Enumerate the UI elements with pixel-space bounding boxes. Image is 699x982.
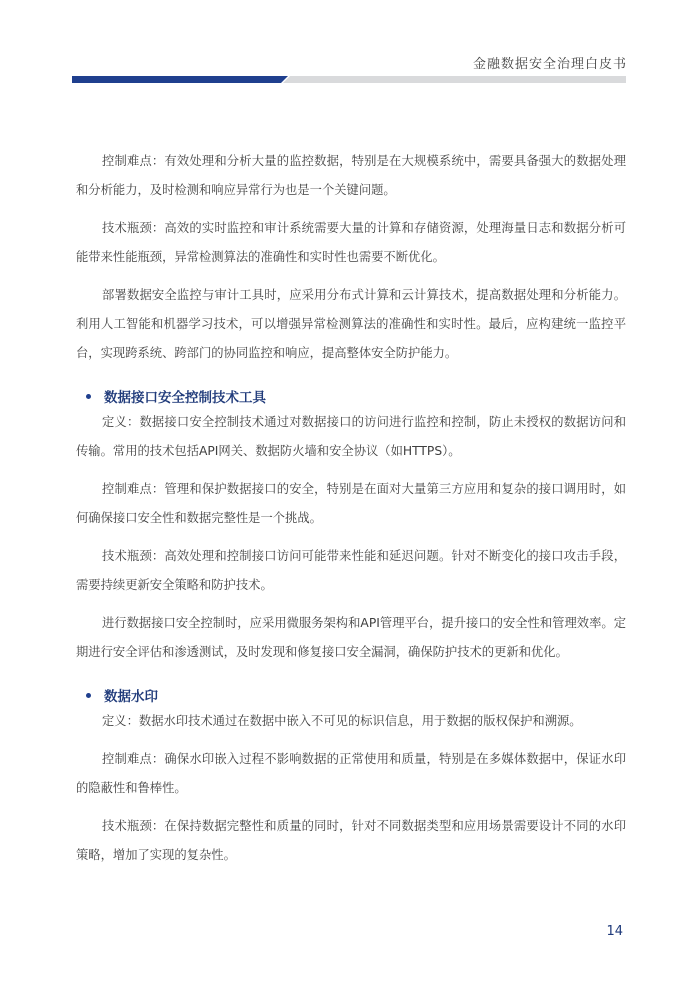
paragraph: 部署数据安全监控与审计工具时，应采用分布式计算和云计算技术，提高数据处理和分析能力。利用人工智能和机器学习技术，可以增强异常检测算法的准确性和实时性。最后，应构建统一监控平台，实现跨系统、跨部门的协同监控和响应，提高整体安全防护能力。 (76, 288, 626, 360)
paragraph: 控制难点：确保水印嵌入过程不影响数据的正常使用和质量，特别是在多媒体数据中，保证水印的隐蔽性和鲁棒性。 (76, 752, 626, 795)
paragraph: 技术瓶颈：高效的实时监控和审计系统需要大量的计算和存储资源，处理海量日志和数据分析可能带来性能瓶颈，异常检测算法的准确性和实时性也需要不断优化。 (76, 221, 626, 264)
section-data-watermark (76, 683, 626, 870)
page-number: 14 (606, 924, 623, 939)
paragraph: 控制难点：管理和保护数据接口的安全，特别是在面对大量第三方应用和复杂的接口调用时，如何确保接口安全性和数据完整性是一个挑战。 (76, 482, 626, 525)
paragraph: 进行数据接口安全控制时，应采用微服务架构和API管理平台，提升接口的安全性和管理效率。定期进行安全评估和渗透测试，及时发现和修复接口安全漏洞，确保防护技术的更新和优化。 (76, 616, 626, 659)
paragraph: 控制难点：有效处理和分析大量的监控数据，特别是在大规模系统中，需要具备强大的数据处理和分析能力，及时检测和响应异常行为也是一个关键问题。 (76, 154, 626, 197)
paragraph: 定义：数据水印技术通过在数据中嵌入不可见的标识信息，用于数据的版权保护和溯源。 (102, 714, 582, 728)
page-body (76, 147, 626, 879)
section-data-interface-security (76, 384, 626, 667)
header-rule (72, 76, 626, 83)
section-heading-text: 数据水印 (104, 689, 158, 705)
document-title: 金融数据安全治理白皮书 (472, 57, 627, 72)
bullet-icon (86, 394, 91, 399)
section-heading (76, 384, 626, 408)
section-monitoring-audit (76, 147, 626, 368)
paragraph: 技术瓶颈：在保持数据完整性和质量的同时，针对不同数据类型和应用场景需要设计不同的水印策略，增加了实现的复杂性。 (76, 819, 626, 862)
bullet-icon (86, 693, 91, 698)
paragraph: 定义：数据接口安全控制技术通过对数据接口的访问进行监控和控制，防止未授权的数据访问和传输。常用的技术包括API网关、数据防火墙和安全协议（如HTTPS）。 (76, 415, 626, 458)
section-heading (76, 683, 626, 707)
section-heading-text: 数据接口安全控制技术工具 (104, 390, 266, 406)
paragraph: 技术瓶颈：高效处理和控制接口访问可能带来性能和延迟问题。针对不断变化的接口攻击手段，需要持续更新安全策略和防护技术。 (76, 549, 626, 592)
